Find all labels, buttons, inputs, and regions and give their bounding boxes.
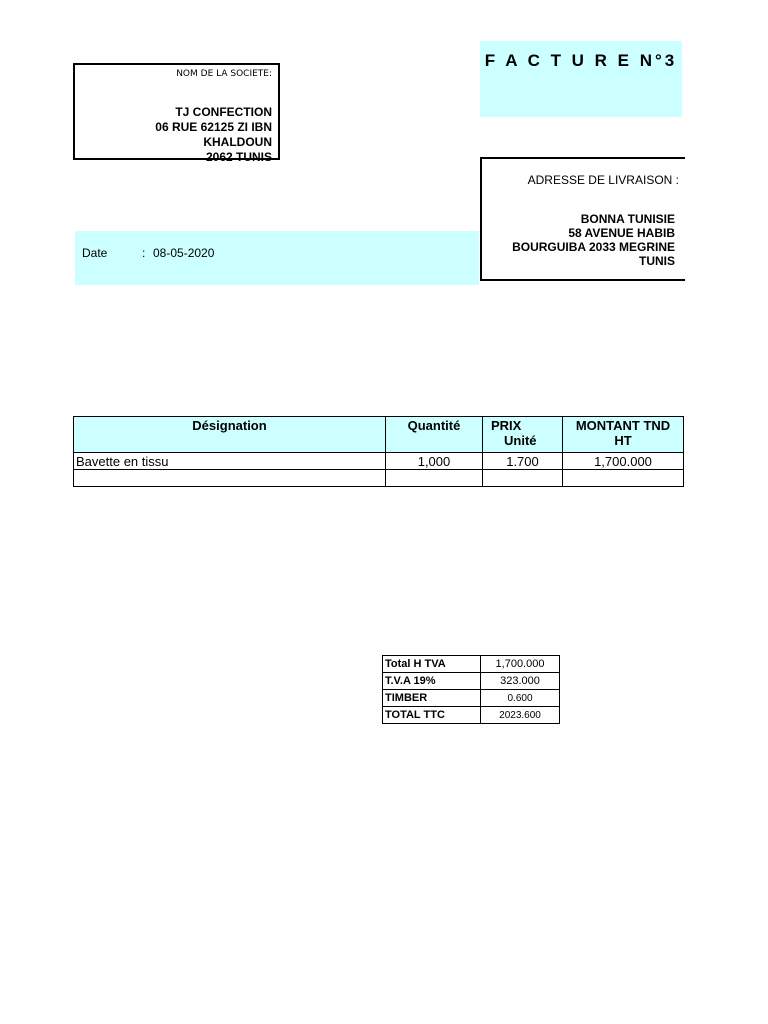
date-label: Date xyxy=(82,246,108,260)
totals-table xyxy=(382,655,560,724)
cell-quantity xyxy=(386,470,483,487)
company-box xyxy=(73,63,280,164)
delivery-address-box xyxy=(480,157,685,281)
date-band xyxy=(75,231,479,285)
date-value: 08-05-2020 xyxy=(153,246,215,260)
tva-label: T.V.A 19% xyxy=(383,673,481,690)
date-colon: : xyxy=(142,246,146,260)
total-ht-value: 1,700.000 xyxy=(481,656,560,673)
tva-value: 323.000 xyxy=(481,673,560,690)
table-row xyxy=(74,470,684,487)
timber-value: 0.600 xyxy=(481,690,560,707)
delivery-line3: BOURGUIBA 2033 MEGRINE xyxy=(512,240,675,254)
cell-designation: Bavette en tissu xyxy=(74,453,386,470)
header-unit-price: PRIX Unité xyxy=(483,417,563,453)
totals-row xyxy=(383,707,560,724)
delivery-address-block xyxy=(512,212,675,268)
cell-unit-price: 1.700 xyxy=(483,453,563,470)
company-city: 2062 TUNIS xyxy=(205,150,272,164)
cell-unit-price xyxy=(483,470,563,487)
total-ht-label: Total H TVA xyxy=(383,656,481,673)
totals-row xyxy=(383,656,560,673)
items-table xyxy=(73,416,684,487)
delivery-line2: 58 AVENUE HABIB xyxy=(568,226,675,240)
totals-row xyxy=(383,690,560,707)
cell-designation xyxy=(74,470,386,487)
totals-row xyxy=(383,673,560,690)
invoice-title-box xyxy=(480,41,682,117)
invoice-title: F A C T U R E N°3 xyxy=(484,51,678,70)
delivery-line1: BONNA TUNISIE xyxy=(580,212,675,226)
total-ttc-label: TOTAL TTC xyxy=(383,707,481,724)
delivery-line4: TUNIS xyxy=(639,254,675,268)
cell-amount: 1,700.000 xyxy=(563,453,684,470)
timber-label: TIMBER xyxy=(383,690,481,707)
items-table-header-row xyxy=(74,417,684,453)
header-amount: MONTANT TND HT xyxy=(563,417,684,453)
header-designation: Désignation xyxy=(74,417,386,453)
cell-amount xyxy=(563,470,684,487)
cell-quantity: 1,000 xyxy=(386,453,483,470)
company-address-block xyxy=(155,105,272,165)
total-ttc-value: 2023.600 xyxy=(481,707,560,724)
company-name: TJ CONFECTION xyxy=(175,105,272,119)
company-address-line2: KHALDOUN xyxy=(203,135,272,149)
table-row xyxy=(74,453,684,470)
delivery-label: ADRESSE DE LIVRAISON : xyxy=(527,173,679,187)
company-label: NOM DE LA SOCIETE: xyxy=(176,69,272,79)
header-quantity: Quantité xyxy=(386,417,483,453)
company-address-line1: 06 RUE 62125 ZI IBN xyxy=(155,120,272,134)
